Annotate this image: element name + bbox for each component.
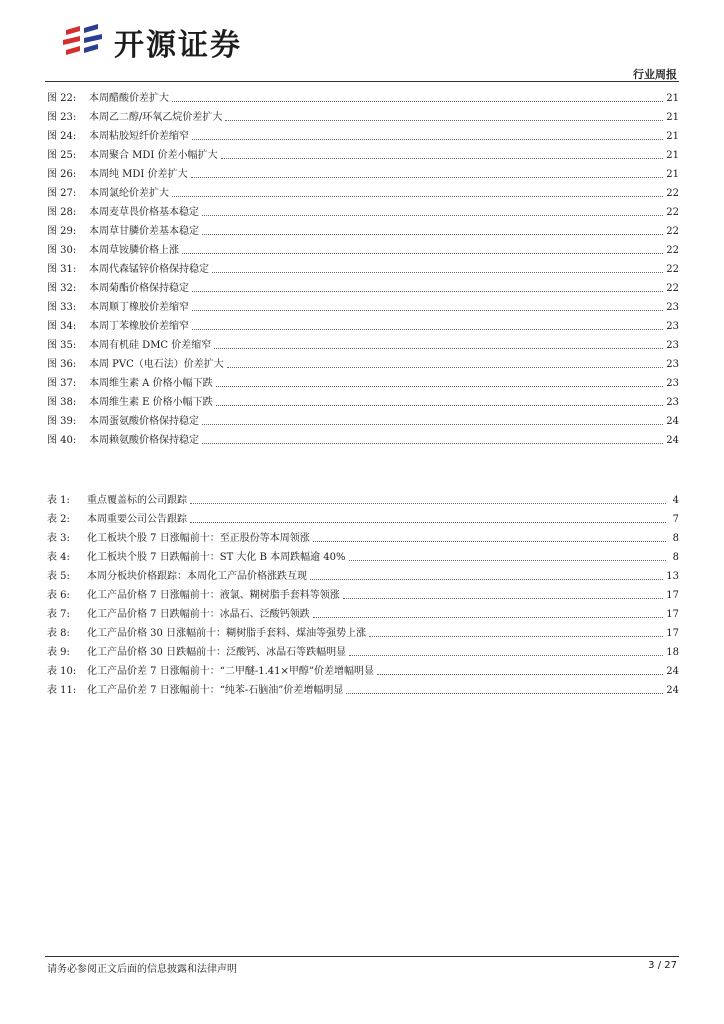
figure-entry-number: 图 35: <box>47 340 77 351</box>
dot-leader <box>225 119 663 121</box>
figure-entry-page: 23 <box>666 302 679 313</box>
figure-entry-number: 图 38: <box>47 397 77 408</box>
figure-entry-number: 图 30: <box>47 245 77 256</box>
figure-entry-title: 本周聚合 MDI 价差小幅扩大 <box>89 150 218 161</box>
figure-entry[interactable] <box>47 409 679 428</box>
figure-entry-number: 图 32: <box>47 283 77 294</box>
table-entry-number: 表 5: <box>47 571 70 582</box>
logo-text: 开源证券 <box>114 28 242 63</box>
dot-leader <box>172 195 663 197</box>
figure-entry-number: 图 31: <box>47 264 77 275</box>
table-entry-page: 4 <box>672 495 679 506</box>
company-logo <box>60 22 242 62</box>
table-entry-title: 本周分板块价格跟踪：本周化工产品价格涨跌互现 <box>87 571 307 582</box>
figure-entry-title: 本周维生素 E 价格小幅下跌 <box>89 397 213 408</box>
figure-entry-title: 本周氯纶价差扩大 <box>89 188 169 199</box>
table-entry-number: 表 2: <box>47 514 70 525</box>
dot-leader <box>216 385 664 387</box>
figure-entry[interactable] <box>47 143 679 162</box>
figure-entry[interactable] <box>47 352 679 371</box>
table-entry-number: 表 7: <box>47 609 70 620</box>
figure-entry-number: 图 25: <box>47 150 77 161</box>
table-entry-title: 本周重要公司公告跟踪 <box>87 514 187 525</box>
figure-entry-title: 本周丁苯橡胶价差缩窄 <box>89 321 189 332</box>
figure-entry-title: 本周粘胶短纤价差缩窄 <box>89 131 189 142</box>
table-entry[interactable] <box>47 678 679 697</box>
report-type-label: 行业周报 <box>633 68 677 81</box>
table-entry-page: 24 <box>666 666 679 677</box>
figure-entry[interactable] <box>47 371 679 390</box>
figure-entry[interactable] <box>47 295 679 314</box>
table-entry-title: 化工产品价格 7 日跌幅前十：冰晶石、泛酸钙领跌 <box>87 609 310 620</box>
footer-divider <box>45 956 679 957</box>
figure-entry-page: 21 <box>666 150 679 161</box>
table-entry-title: 化工产品价格 30 日跌幅前十：泛酸钙、冰晶石等跌幅明显 <box>87 647 347 658</box>
figure-entry-page: 23 <box>666 397 679 408</box>
figure-entry[interactable] <box>47 219 679 238</box>
figure-entry-number: 图 28: <box>47 207 77 218</box>
table-entry-title: 化工产品价格 7 日涨幅前十：液氯、糊树脂手套料等领涨 <box>87 590 340 601</box>
figure-entry-title: 本周草铵膦价格上涨 <box>89 245 179 256</box>
figure-entry-page: 22 <box>666 207 679 218</box>
table-entry[interactable] <box>47 640 679 659</box>
table-entry[interactable] <box>47 545 679 564</box>
figure-entry-title: 本周麦草畏价格基本稳定 <box>89 207 199 218</box>
table-entry-page: 8 <box>672 533 679 544</box>
figure-entry[interactable] <box>47 86 679 105</box>
figure-entry-title: 本周醋酸价差扩大 <box>89 93 169 104</box>
figure-entry-page: 23 <box>666 378 679 389</box>
dot-leader <box>192 309 663 311</box>
figure-entry-page: 24 <box>666 416 679 427</box>
figure-entry[interactable] <box>47 105 679 124</box>
table-entry-number: 表 10: <box>47 666 77 677</box>
dot-leader <box>369 635 663 637</box>
table-entry-page: 13 <box>666 571 679 582</box>
figure-entry-page: 22 <box>666 283 679 294</box>
figure-entry-page: 21 <box>666 93 679 104</box>
table-entry[interactable] <box>47 564 679 583</box>
figure-list <box>47 86 679 447</box>
table-entry-number: 表 3: <box>47 533 70 544</box>
figure-entry-page: 21 <box>666 131 679 142</box>
dot-leader <box>202 442 663 444</box>
table-entry-page: 17 <box>666 628 679 639</box>
dot-leader <box>216 404 664 406</box>
figure-entry-title: 本周蛋氨酸价格保持稳定 <box>89 416 199 427</box>
dot-leader <box>313 540 666 542</box>
figure-entry-title: 本周代森锰锌价格保持稳定 <box>89 264 209 275</box>
figure-entry-title: 本周有机硅 DMC 价差缩窄 <box>89 340 212 351</box>
dot-leader <box>346 692 663 694</box>
figure-entry[interactable] <box>47 428 679 447</box>
figure-entry-title: 本周 PVC（电石法）价差扩大 <box>89 359 224 370</box>
figure-entry-number: 图 27: <box>47 188 77 199</box>
figure-entry[interactable] <box>47 333 679 352</box>
figure-entry[interactable] <box>47 390 679 409</box>
figure-entry[interactable] <box>47 124 679 143</box>
table-entry[interactable] <box>47 507 679 526</box>
table-entry-title: 化工产品价格 30 日涨幅前十：糊树脂手套料、煤油等强势上涨 <box>87 628 367 639</box>
dot-leader <box>191 176 664 178</box>
table-entry-title: 化工板块个股 7 日跌幅前十：ST 大化 B 本周跌幅逾 40% <box>87 552 346 563</box>
figure-entry-number: 图 39: <box>47 416 77 427</box>
table-entry-number: 表 8: <box>47 628 70 639</box>
table-entry-page: 8 <box>672 552 679 563</box>
table-entry-page: 17 <box>666 609 679 620</box>
dot-leader <box>310 578 663 580</box>
dot-leader <box>214 347 663 349</box>
table-entry-number: 表 4: <box>47 552 70 563</box>
figure-entry-page: 21 <box>666 112 679 123</box>
table-entry-page: 24 <box>666 685 679 696</box>
dot-leader <box>377 673 663 675</box>
table-entry[interactable] <box>47 659 679 678</box>
dot-leader <box>192 290 663 292</box>
figure-entry-number: 图 24: <box>47 131 77 142</box>
figure-entry-number: 图 37: <box>47 378 77 389</box>
dot-leader <box>349 654 663 656</box>
figure-entry[interactable] <box>47 238 679 257</box>
figure-entry-title: 本周赖氨酸价格保持稳定 <box>89 435 199 446</box>
figure-entry-page: 24 <box>666 435 679 446</box>
table-entry-number: 表 6: <box>47 590 70 601</box>
table-entry-number: 表 11: <box>47 685 77 696</box>
dot-leader <box>202 423 663 425</box>
dot-leader <box>192 328 663 330</box>
figure-entry[interactable] <box>47 314 679 333</box>
figure-entry-title: 本周维生素 A 价格小幅下跌 <box>89 378 213 389</box>
figure-entry[interactable] <box>47 162 679 181</box>
figure-entry-page: 21 <box>666 169 679 180</box>
table-list <box>47 488 679 697</box>
table-entry-number: 表 9: <box>47 647 70 658</box>
dot-leader <box>172 100 663 102</box>
dot-leader <box>182 252 663 254</box>
page-number: 3 / 27 <box>648 960 677 971</box>
figure-entry-title: 本周顺丁橡胶价差缩窄 <box>89 302 189 313</box>
figure-entry-number: 图 33: <box>47 302 77 313</box>
dot-leader <box>221 157 664 159</box>
figure-entry-title: 本周菊酯价格保持稳定 <box>89 283 189 294</box>
figure-entry-page: 23 <box>666 359 679 370</box>
figure-entry-number: 图 36: <box>47 359 77 370</box>
dot-leader <box>202 214 663 216</box>
figure-entry-number: 图 40: <box>47 435 77 446</box>
figure-entry-page: 22 <box>666 264 679 275</box>
figure-entry-number: 图 23: <box>47 112 77 123</box>
table-entry-title: 化工板块个股 7 日涨幅前十：至正股份等本周领涨 <box>87 533 310 544</box>
table-entry[interactable] <box>47 621 679 640</box>
figure-entry-title: 本周草甘膦价差基本稳定 <box>89 226 199 237</box>
table-entry-page: 17 <box>666 590 679 601</box>
figure-entry-title: 本周乙二醇/环氧乙烷价差扩大 <box>89 112 223 123</box>
figure-entry-page: 23 <box>666 340 679 351</box>
footer-disclaimer: 请务必参阅正文后面的信息披露和法律声明 <box>47 964 237 975</box>
table-entry[interactable] <box>47 602 679 621</box>
figure-entry-title: 本周纯 MDI 价差扩大 <box>89 169 188 180</box>
header-divider <box>45 81 679 82</box>
dot-leader <box>190 521 666 523</box>
table-entry-title: 重点覆盖标的公司跟踪 <box>87 495 187 506</box>
dot-leader <box>313 616 664 618</box>
dot-leader <box>202 233 663 235</box>
table-entry[interactable] <box>47 583 679 602</box>
dot-leader <box>212 271 663 273</box>
figure-entry-number: 图 34: <box>47 321 77 332</box>
table-entry-title: 化工产品价差 7 日涨幅前十：“二甲醚-1.41×甲醇”价差增幅明显 <box>87 666 374 677</box>
figure-entry-number: 图 26: <box>47 169 77 180</box>
figure-entry-page: 23 <box>666 321 679 332</box>
table-entry-title: 化工产品价差 7 日涨幅前十：“纯苯-石脑油”价差增幅明显 <box>87 685 344 696</box>
figure-entry-page: 22 <box>666 245 679 256</box>
figure-entry-page: 22 <box>666 188 679 199</box>
dot-leader <box>227 366 663 368</box>
figure-entry-number: 图 22: <box>47 93 77 104</box>
table-entry-number: 表 1: <box>47 495 70 506</box>
figure-entry-number: 图 29: <box>47 226 77 237</box>
logo-mark-icon <box>60 22 106 62</box>
figure-entry[interactable] <box>47 181 679 200</box>
dot-leader <box>343 597 664 599</box>
figure-entry[interactable] <box>47 276 679 295</box>
table-entry-page: 7 <box>672 514 679 525</box>
dot-leader <box>349 559 666 561</box>
table-entry[interactable] <box>47 526 679 545</box>
dot-leader <box>190 502 666 504</box>
table-entry[interactable] <box>47 488 679 507</box>
figure-entry[interactable] <box>47 200 679 219</box>
dot-leader <box>192 138 663 140</box>
figure-entry-page: 22 <box>666 226 679 237</box>
table-entry-page: 18 <box>666 647 679 658</box>
figure-entry[interactable] <box>47 257 679 276</box>
